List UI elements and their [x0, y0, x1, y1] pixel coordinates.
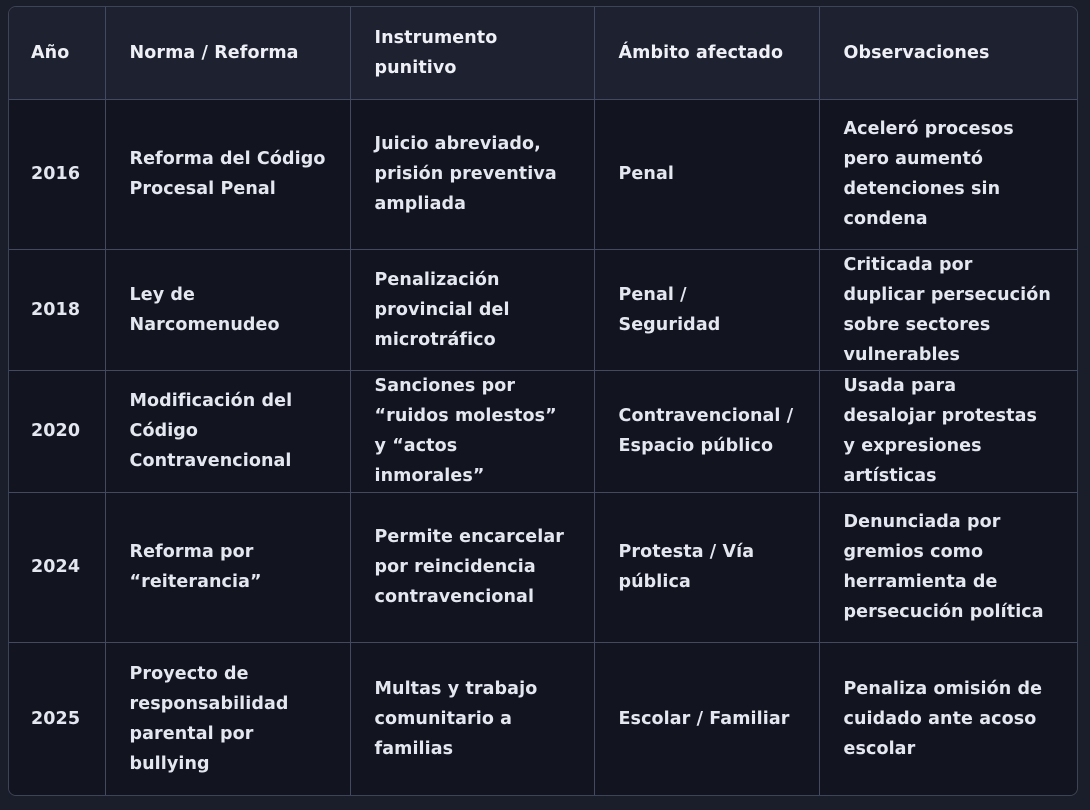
- cell-instrument: Multas y trabajo comunitario a familias: [350, 643, 594, 795]
- cell-observations: Denunciada por gremios como herramienta de persecución política: [819, 492, 1077, 642]
- cell-norm: Reforma por “reiterancia”: [105, 492, 350, 642]
- cell-norm: Reforma del Código Procesal Penal: [105, 99, 350, 249]
- cell-year: 2016: [9, 99, 105, 249]
- cell-year: 2018: [9, 249, 105, 370]
- cell-instrument: Sanciones por “ruidos molestos” y “actos inmorales”: [350, 371, 594, 492]
- cell-year: 2024: [9, 492, 105, 642]
- table-row: [9, 492, 1077, 642]
- header-instrument: Instrumento punitivo: [350, 7, 594, 99]
- cell-instrument: Juicio abreviado, prisión preventiva ampliada: [350, 99, 594, 249]
- cell-norm: Ley de Narcomenudeo: [105, 249, 350, 370]
- cell-observations: Criticada por duplicar persecución sobre sectores vulnerables: [819, 249, 1077, 370]
- header-norm: Norma / Reforma: [105, 7, 350, 99]
- data-table: [9, 7, 1077, 795]
- table-row: [9, 99, 1077, 249]
- header-scope: Ámbito afectado: [594, 7, 819, 99]
- cell-scope: Penal / Seguridad: [594, 249, 819, 370]
- table-container: [8, 6, 1078, 796]
- cell-scope: Contravencional / Espacio público: [594, 371, 819, 492]
- table-row: [9, 643, 1077, 795]
- table-row: [9, 249, 1077, 370]
- header-year: Año: [9, 7, 105, 99]
- cell-instrument: Penalización provincial del microtráfico: [350, 249, 594, 370]
- cell-observations: Aceleró procesos pero aumentó detenciones sin condena: [819, 99, 1077, 249]
- cell-norm: Proyecto de responsabilidad parental por bullying: [105, 643, 350, 795]
- cell-scope: Escolar / Familiar: [594, 643, 819, 795]
- table-body: [9, 99, 1077, 795]
- header-observations: Observaciones: [819, 7, 1077, 99]
- cell-year: 2020: [9, 371, 105, 492]
- cell-observations: Usada para desalojar protestas y expresiones artísticas: [819, 371, 1077, 492]
- cell-instrument: Permite encarcelar por reincidencia contravencional: [350, 492, 594, 642]
- cell-observations: Penaliza omisión de cuidado ante acoso escolar: [819, 643, 1077, 795]
- cell-scope: Penal: [594, 99, 819, 249]
- table-row: [9, 371, 1077, 492]
- table-header: [9, 7, 1077, 99]
- cell-year: 2025: [9, 643, 105, 795]
- cell-scope: Protesta / Vía pública: [594, 492, 819, 642]
- header-row: [9, 7, 1077, 99]
- cell-norm: Modificación del Código Contravencional: [105, 371, 350, 492]
